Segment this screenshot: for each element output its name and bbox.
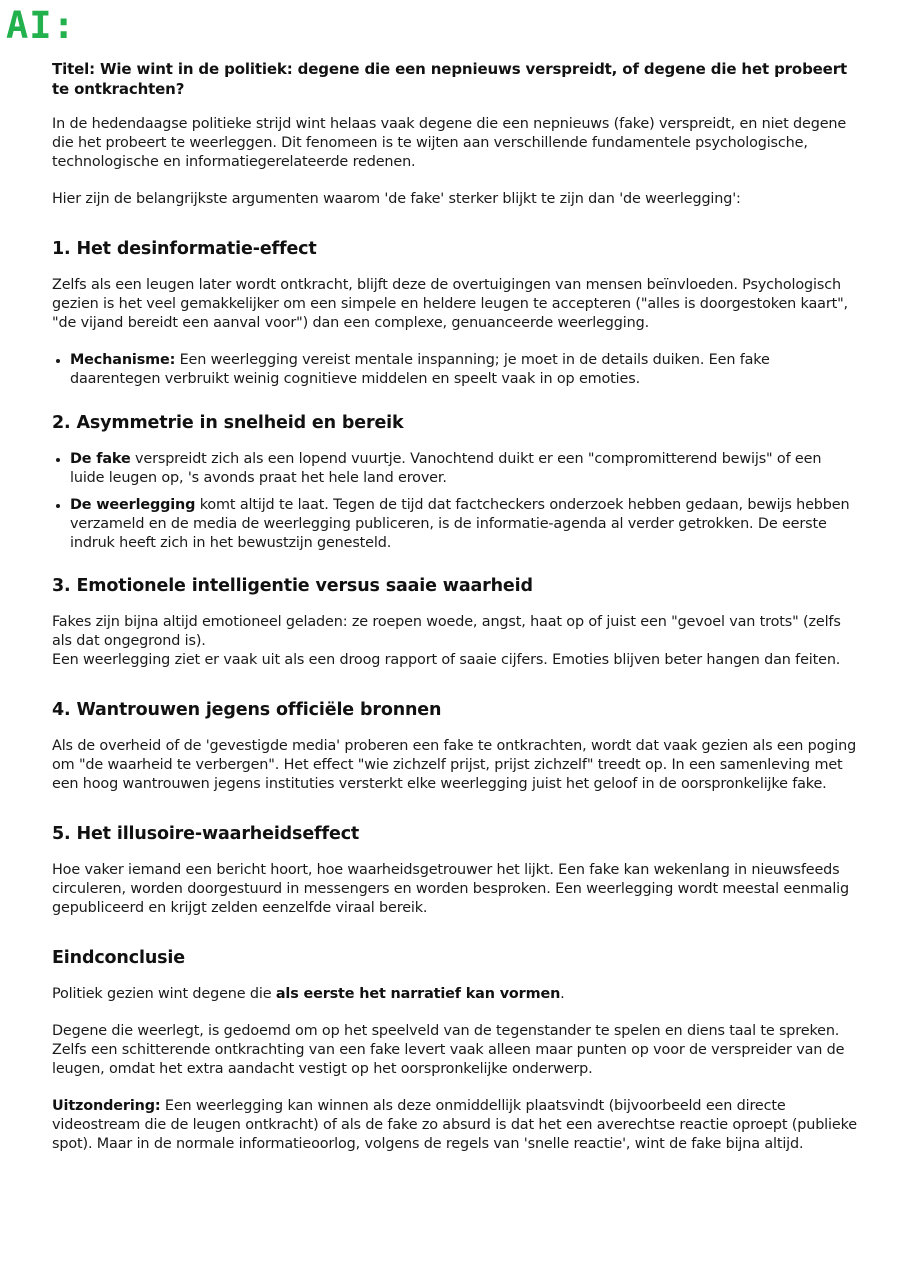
section-1: [52, 238, 857, 389]
intro-paragraph: In de hedendaagse politieke strijd wint helaas vaak degene die een nepnieuws (fake) verspreidt, en niet degene die het probeert te weerleggen. Dit fenomeen is te wijten aan verschillende fundamentele psychologische, technologische en informatiegerelateerde redenen.: [52, 116, 847, 170]
exception-label: Uitzondering:: [52, 1098, 161, 1114]
section-paragraph: [52, 613, 857, 670]
bullet-text: verspreidt zich als een lopend vuurtje. Vanochtend duikt er een "compromitterend bewijs" of een luide leugen op, 's avonds praat het hele land erover.: [70, 451, 822, 486]
section-2: [52, 412, 857, 553]
bullet-text: komt altijd te laat. Tegen de tijd dat factcheckers onderzoek hebben gedaan, bewijs hebben verzameld en de media de weerlegging publiceren, is de informatie-agenda al verder getrokken. De eerste indruk heeft zich in het bewustzijn genesteld.: [70, 497, 850, 551]
section-paragraph: Zelfs als een leugen later wordt ontkracht, blijft deze de overtuigingen van mensen beïnvloeden. Psychologisch gezien is het veel gemakkelijker om een simpele en heldere leugen te accepteren ("alles is doorgestoken kaart", "de vijand bereidt een aanval voor") dan een complexe, genuanceerde weerlegging.: [52, 277, 848, 331]
conclusion-emphasis: als eerste het narratief kan vormen: [275, 986, 561, 1002]
conclusion-paragraph: [52, 985, 857, 1004]
response-title: Titel: Wie wint in de politiek: degene die een nepnieuws verspreidt, of degene die het probeert te ontkrachten?: [52, 60, 847, 98]
section-line: Fakes zijn bijna altijd emotioneel geladen: ze roepen woede, angst, haat op of juist een "gevoel van trots" (zelfs als dat ongegrond is).: [52, 614, 841, 649]
section-line: Een weerlegging ziet er vaak uit als een droog rapport of saaie cijfers. Emoties blijven beter hangen dan feiten.: [52, 652, 841, 668]
bullet-text: Een weerlegging vereist mentale inspanning; je moet in de details duiken. Een fake daarentegen verbruikt weinig cognitieve middelen en speelt vaak in op emoties.: [70, 352, 770, 387]
list-item: [70, 351, 857, 389]
conclusion-paragraph: Degene die weerlegt, is gedoemd om op het speelveld van de tegenstander te spelen en diens taal te spreken. Zelfs een schitterende ontkrachting van een fake levert vaak alleen maar punten op voor de verspreider van de leugen, omdat het extra aandacht vestigt op het oorspronkelijke onderwerp.: [52, 1023, 845, 1077]
exception-paragraph: [52, 1097, 857, 1154]
section-heading: 2. Asymmetrie in snelheid en bereik: [52, 413, 404, 433]
bullet-term: De weerlegging: [70, 497, 196, 513]
ai-response: [52, 59, 857, 1154]
bullet-term: Mechanisme:: [70, 352, 176, 368]
bullet-list: [52, 351, 857, 389]
conclusion-text: Politiek gezien wint degene die: [52, 986, 276, 1002]
section-4: [52, 699, 857, 794]
section-heading: 4. Wantrouwen jegens officiële bronnen: [52, 700, 442, 720]
conclusion-text: .: [560, 986, 565, 1002]
section-5: [52, 823, 857, 918]
section-paragraph: Hoe vaker iemand een bericht hoort, hoe waarheidsgetrouwer het lijkt. Een fake kan wekenlang in nieuwsfeeds circuleren, worden doorgestuurd in messengers en worden besproken. Een weerlegging wordt meestal eenmalig gepubliceerd en krijgt zelden eenzelfde viraal bereik.: [52, 862, 850, 916]
speaker-label: AI:: [6, 4, 76, 47]
section-heading: 3. Emotionele intelligentie versus saaie waarheid: [52, 576, 533, 596]
exception-text: Een weerlegging kan winnen als deze onmiddellijk plaatsvindt (bijvoorbeeld een directe videostream die de leugen ontkracht) of als de fake zo absurd is dat het een averechtse reactie oproept (publieke spot). Maar in de normale informatieoorlog, volgens de regels van 'snelle reactie', wint de fake bijna altijd.: [52, 1098, 857, 1152]
section-heading: 5. Het illusoire-waarheidseffect: [52, 824, 360, 844]
conclusion-section: [52, 947, 857, 1154]
list-item: [70, 496, 857, 553]
section-3: [52, 575, 857, 670]
conclusion-heading: Eindconclusie: [52, 948, 185, 968]
bullet-list: [52, 450, 857, 553]
list-item: [70, 450, 857, 488]
intro-lead-in: Hier zijn de belangrijkste argumenten waarom 'de fake' sterker blijkt te zijn dan 'de weerlegging':: [52, 191, 741, 207]
bullet-term: De fake: [70, 451, 131, 467]
section-heading: 1. Het desinformatie-effect: [52, 239, 317, 259]
section-paragraph: Als de overheid of de 'gevestigde media' proberen een fake te ontkrachten, wordt dat vaak gezien als een poging om "de waarheid te verbergen". Het effect "wie zichzelf prijst, prijst zichzelf" treedt op. In een samenleving met een hoog wantrouwen jegens instituties versterkt elke weerlegging juist het geloof in de oorspronkelijke fake.: [52, 738, 857, 792]
